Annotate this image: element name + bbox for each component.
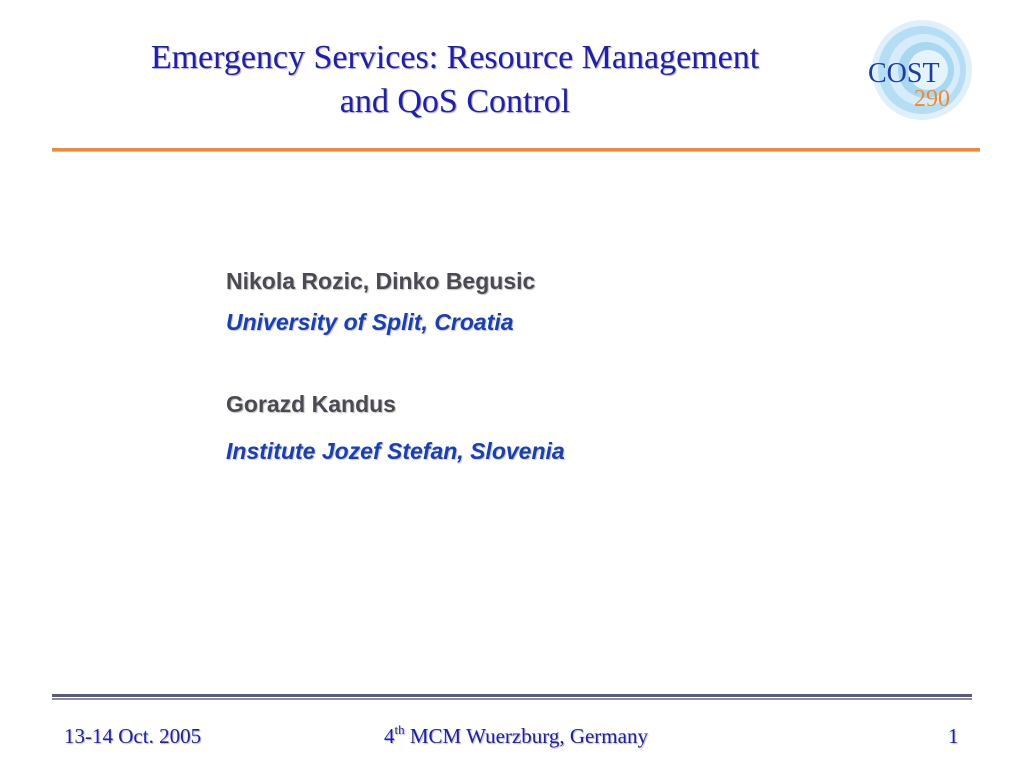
cost-290-logo [864,18,976,126]
logo-text-main: COST [868,58,940,89]
footer-event-ordinal: 4 [384,724,395,748]
footer-event [384,724,648,749]
slide-title-line-1: Emergency Services: Resource Management [150,39,760,76]
title-divider [52,148,980,152]
footer-divider [52,694,972,700]
slide-title-line-2: and QoS Control [339,83,571,120]
footer-date: 13-14 Oct. 2005 [64,724,202,748]
affiliation-1: University of Split, Croatia [226,309,514,335]
page-number: 1 [948,724,959,748]
affiliation-2: Institute Jozef Stefan, Slovenia [226,438,565,464]
logo-text-number: 290 [914,86,950,112]
author-names-1: Nikola Rozic, Dinko Begusic [226,268,536,294]
footer-event-ordinal-suffix: th [394,722,405,737]
author-names-2: Gorazd Kandus [226,391,396,417]
slide-title [60,36,850,124]
footer-event-text: MCM Wuerzburg, Germany [404,724,648,748]
